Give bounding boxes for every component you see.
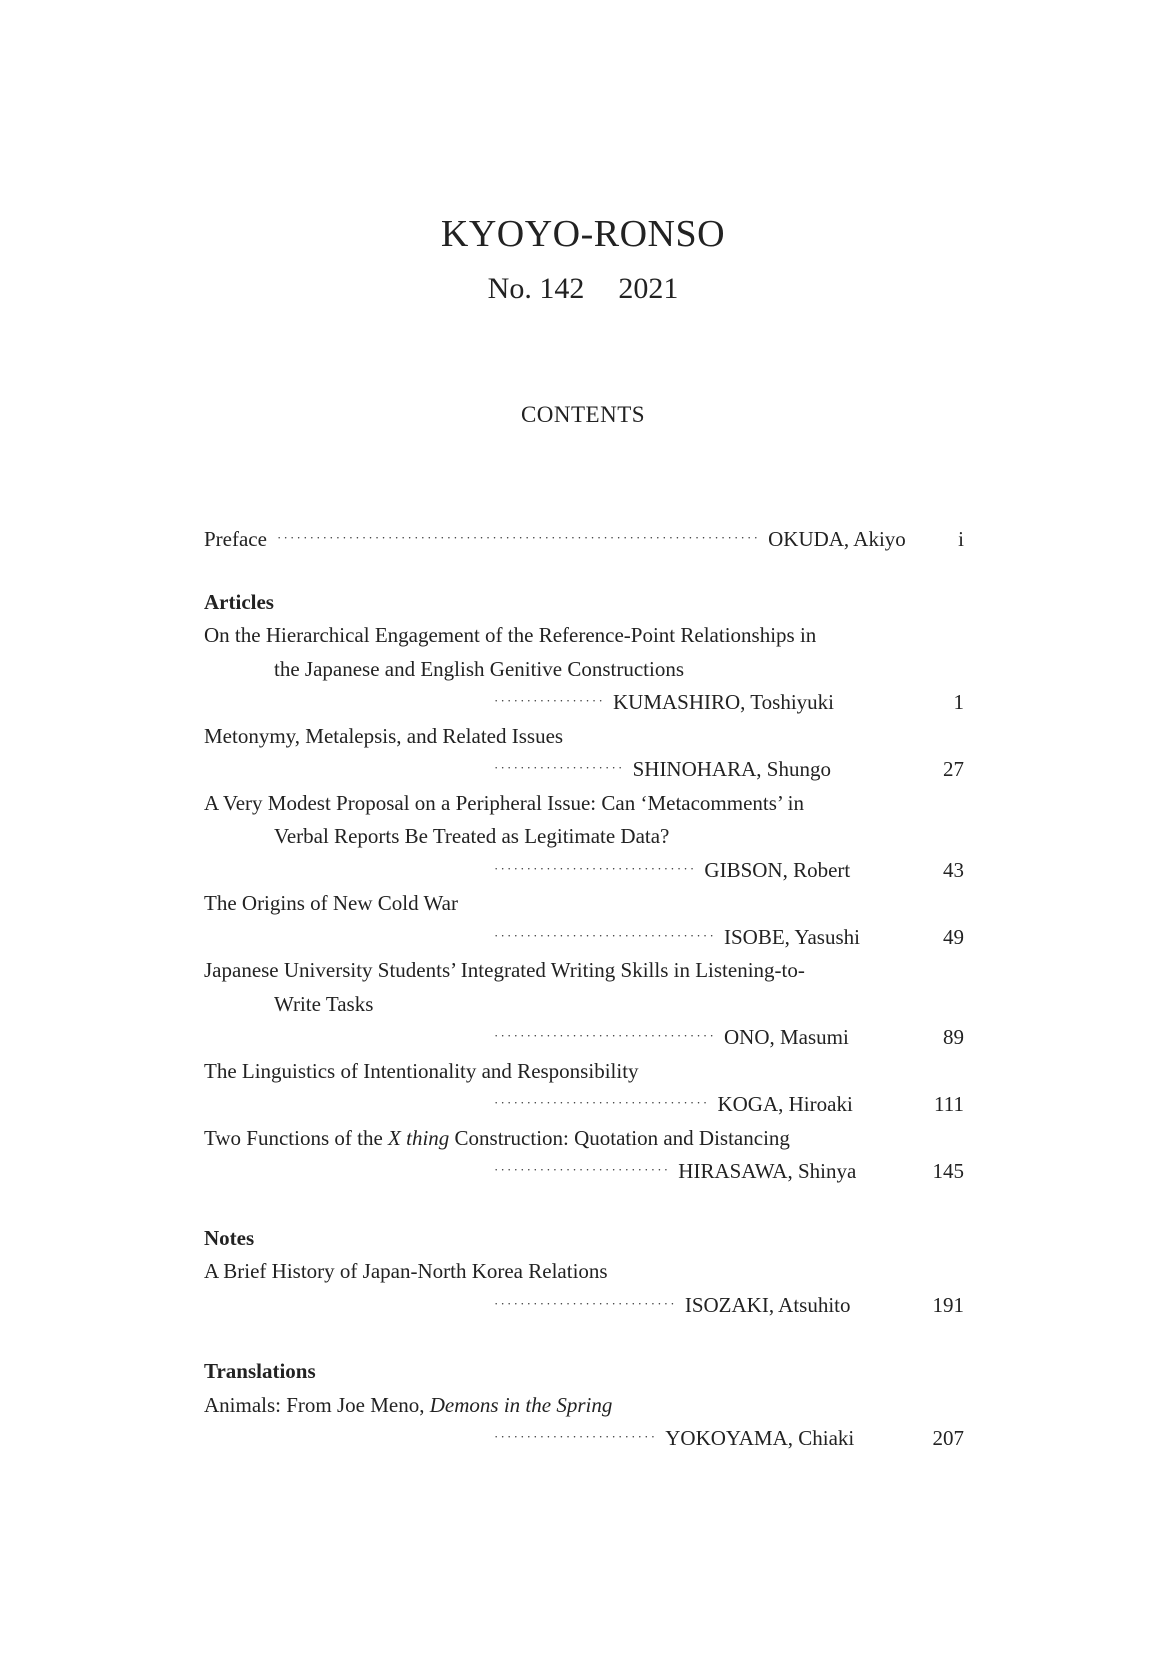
entry-title-start: Animals: From Joe Meno, [204,1392,430,1417]
toc-entry [204,1055,964,1122]
entry-author: HIRASAWA, Shinya [678,1159,857,1183]
dot-leader: ························· [494,1429,658,1444]
entry-page: 49 [943,924,964,949]
dot-leader: ······························· [494,860,697,876]
toc-entry [204,720,964,787]
entry-title: Japanese University Students’ Integrated Writing Skills in Listening-to- [204,958,805,982]
issue-year: 2021 [618,272,679,305]
dot-leader: ···················· [494,760,625,775]
entry-title: On the Hierarchical Engagement of the Reference-Point Relationships in [204,623,817,647]
entry-title-end: Construction: Quotation and Distancing [449,1125,790,1150]
entry-title: A Very Modest Proposal on a Peripheral Issue: Can ‘Metacomments’ in [204,790,804,815]
entry-title-continued: Verbal Reports Be Treated as Legitimate Data? [274,824,670,848]
entry-title: The Origins of New Cold War [204,891,458,915]
entry-author: ISOZAKI, Atsuhito [684,1292,851,1317]
toc-entry [204,954,964,1055]
entry-title-italic: X thing [388,1125,450,1150]
entry-title [204,1389,964,1423]
preface-label: Preface [204,527,267,551]
toc-entry [204,787,964,888]
entry-page: 145 [932,1159,964,1183]
toc-entry [204,1255,964,1322]
entry-author: KUMASHIRO, Toshiyuki [613,690,835,714]
entry-author: OKUDA, Akiyo [768,527,906,551]
entry-title: Metonymy, Metalepsis, and Related Issues [204,723,564,748]
entry-author: KOGA, Hiroaki [717,1092,853,1116]
dot-leader: ·········································································· [276,530,761,545]
entry-page: 27 [943,757,964,781]
contents-heading: CONTENTS [520,402,646,427]
section-heading-articles: Articles [204,589,274,614]
entry-page: i [958,527,964,551]
dot-leader: ················· [494,693,605,708]
dot-leader: ··························· [494,1162,671,1177]
issue-number: No. 142 [487,272,585,305]
entry-title-continued: the Japanese and English Genitive Constructions [274,656,685,681]
entry-author: ONO, Masumi [724,1025,849,1049]
entry-page: 89 [943,1025,964,1049]
dot-leader: ·································· [494,1028,716,1043]
dot-leader: ···························· [494,1295,677,1311]
section-heading-translations: Translations [204,1359,316,1383]
dot-leader: ································· [494,1095,710,1110]
section-heading-notes: Notes [204,1225,255,1250]
dot-leader: ·································· [494,927,716,943]
entry-title-start: Two Functions of the [204,1125,389,1150]
entry-title: A Brief History of Japan-North Korea Relations [204,1259,608,1283]
entry-page: 1 [953,690,964,714]
entry-author: GIBSON, Robert [704,857,851,882]
entry-page: 207 [932,1426,964,1450]
entry-page: 111 [934,1092,964,1116]
toc-entry [204,1122,964,1189]
entry-author: SHINOHARA, Shungo [632,757,831,781]
entry-title [204,1122,964,1156]
journal-title: KYOYO-RONSO [440,213,726,255]
entry-page: 43 [943,857,964,882]
entry-page: 191 [932,1292,964,1317]
preface-entry [204,523,964,557]
entry-title: The Linguistics of Intentionality and Responsibility [204,1058,639,1083]
toc-entry [204,887,964,954]
toc-entry [204,619,964,720]
entry-title-italic: Demons in the Spring [429,1392,613,1417]
issue-line [0,272,1166,306]
entry-author: YOKOYAMA, Chiaki [665,1426,855,1450]
entry-title-continued: Write Tasks [274,991,374,1016]
entry-author: ISOBE, Yasushi [724,924,860,949]
table-of-contents [204,523,964,1456]
toc-entry [204,1389,964,1456]
